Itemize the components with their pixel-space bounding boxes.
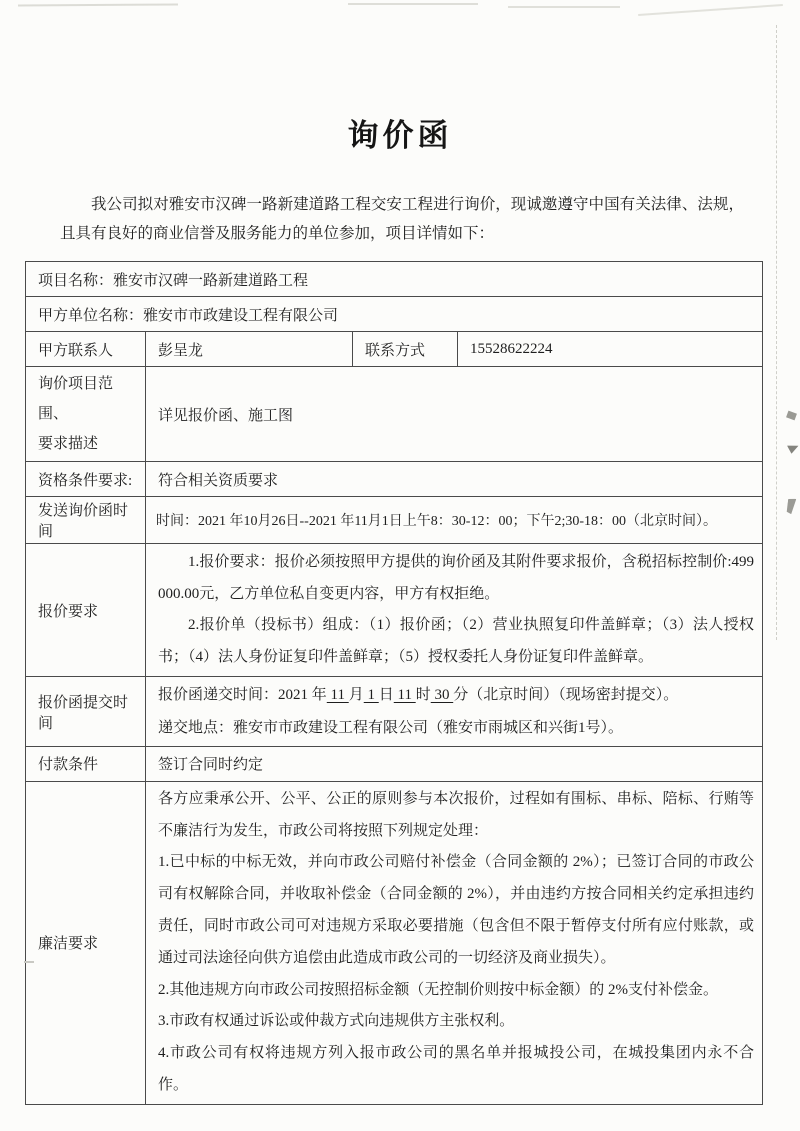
scan-mark: [787, 443, 800, 455]
submission-label: 报价函提交时间: [26, 677, 146, 747]
integrity-intro: 各方应秉承公开、公平、公正的原则参与本次报价，过程如有围标、串标、陪标、行贿等不廉洁行为发生，市政公司将按照下列规定处理：: [158, 790, 755, 839]
qualification-label: 资格条件要求:: [26, 462, 146, 497]
document-title: 询价函: [347, 118, 453, 153]
project-name-label: 项目名称：: [38, 272, 114, 289]
party-a-value: 雅安市市政建设工程有限公司: [143, 307, 339, 324]
submission-time-text: 时: [415, 687, 431, 704]
project-name-value: 雅安市汉碑一路新建道路工程: [113, 272, 309, 289]
inquiry-table: [25, 261, 763, 1104]
contact-method-value: 15528622224: [458, 332, 763, 367]
quote-requirements-para1: 1.报价要求：报价必须按照甲方提供的询价函及其附件要求报价，含税招标控制价:499000.00元，乙方单位私自变更内容，甲方有权拒绝。: [158, 553, 755, 602]
scan-mark: [786, 411, 797, 421]
submission-time-line: [158, 679, 754, 711]
qualification-value: 符合相关资质要求: [146, 462, 763, 497]
table-row-send-time: [26, 497, 763, 544]
submission-month: 11: [326, 687, 349, 704]
submission-time-text: 报价函递交时间：2021 年: [158, 687, 327, 704]
payment-label: 付款条件: [26, 746, 146, 781]
submission-time-text: 月: [348, 687, 364, 704]
integrity-cell: [146, 781, 763, 1104]
table-row-project-name: [26, 262, 763, 297]
scan-mark: [786, 497, 797, 514]
scope-label-line2: 要求描述: [38, 436, 99, 453]
integrity-item: 4.市政公司有权将违规方列入报市政公司的黑名单并报城投公司，在城投集团内永不合作。: [158, 1045, 755, 1094]
integrity-item: 1.已中标的中标无效，并向市政公司赔付补偿金（合同金额的 2%）；已签订合同的市政公司有权解除合同，并收取补偿金（合同金额的 2%），并由违约方按合同相关约定承担违约责任，同时市政公司可对违规方采取必要措施（包含但不限于暂停支付所有应付账款，或通过司法途径向供方追偿由此造成市政公司的一切经济及商业损失）。: [158, 854, 755, 966]
table-row-scope: [26, 367, 763, 462]
party-a-cell: [26, 297, 763, 332]
send-time-value: 时间：2021 年10月26日--2021 年11月1日上午8：30-12：00；下午2;30-18：00（北京时间）。: [146, 497, 763, 544]
table-row-party-a: [26, 297, 763, 332]
integrity-item: 2.其他违规方向市政公司按照招标金额（无控制价则按中标金额）的 2%支付补偿金。: [158, 981, 718, 998]
scope-label-line1: 询价项目范围、: [38, 376, 114, 423]
integrity-label: 廉洁要求: [26, 781, 146, 1104]
send-time-label: 发送询价函时间: [26, 497, 146, 544]
contact-person-value: 彭呈龙: [146, 332, 353, 367]
table-row-integrity: [26, 781, 763, 1104]
intro-paragraph: 我公司拟对雅安市汉碑一路新建道路工程交安工程进行询价，现诚邀遵守中国有关法律、法规，且具有良好的商业信誉及服务能力的单位参加，项目详情如下：: [60, 196, 744, 242]
table-row-contact: [26, 332, 763, 367]
party-a-label: 甲方单位名称：: [38, 307, 144, 324]
scope-label: [26, 367, 146, 462]
contact-person-label: 甲方联系人: [26, 332, 146, 367]
submission-minute: 30: [430, 687, 454, 704]
table-row-payment: [26, 746, 763, 781]
submission-cell: [146, 677, 763, 747]
quote-requirements-label: 报价要求: [26, 544, 146, 677]
project-name-cell: [26, 262, 763, 297]
submission-day: 1: [363, 687, 379, 704]
submission-time-text: 日: [378, 687, 394, 704]
integrity-item: 3.市政有权通过诉讼或仲裁方式向违规供方主张权利。: [158, 1013, 515, 1030]
contact-method-label: 联系方式: [353, 332, 458, 367]
table-row-qualification: [26, 462, 763, 497]
submission-time-text: 分（北京时间）（现场密封提交）。: [453, 687, 679, 704]
submission-hour: 11: [393, 687, 416, 704]
quote-requirements-para2: 2.报价单（投标书）组成：（1）报价函；（2）营业执照复印件盖鲜章；（3）法人授权书；（4）法人身份证复印件盖鲜章；（5）授权委托人身份证复印件盖鲜章。: [158, 617, 755, 666]
table-row-submission: [26, 677, 763, 747]
payment-value: 签订合同时约定: [146, 746, 763, 781]
scope-value: 详见报价函、施工图: [146, 367, 763, 462]
submission-address-line: 递交地点：雅安市市政建设工程有限公司（雅安市雨城区和兴街1号）。: [158, 719, 624, 736]
table-row-quote-requirements: [26, 544, 763, 677]
quote-requirements-cell: [146, 544, 763, 677]
